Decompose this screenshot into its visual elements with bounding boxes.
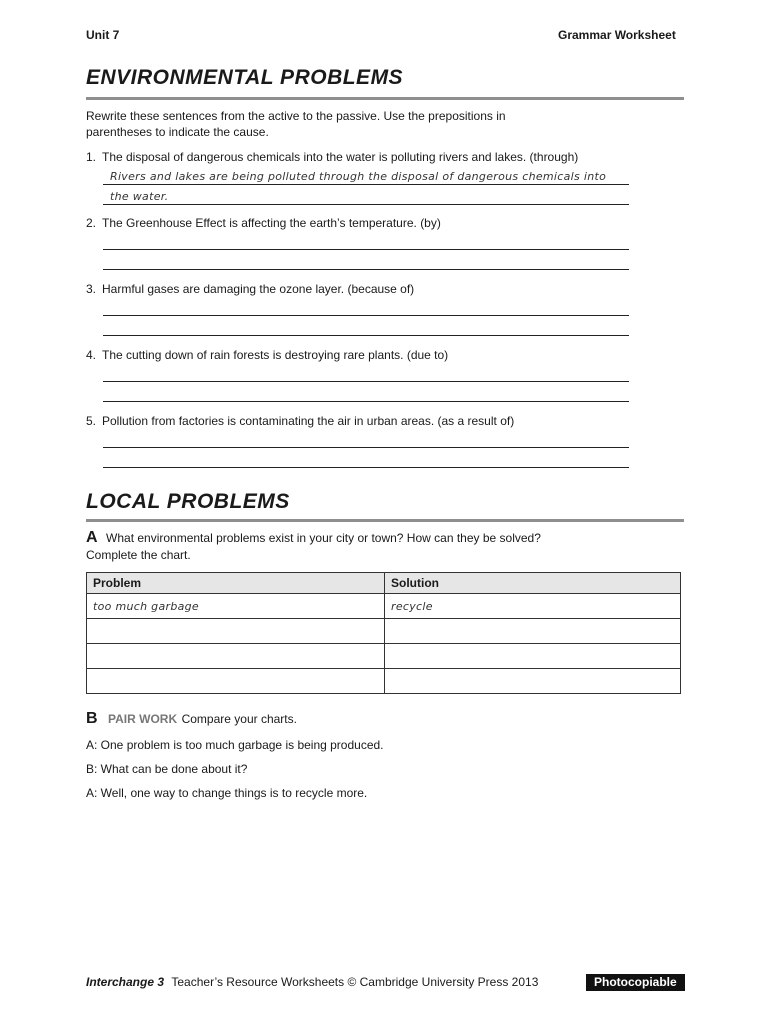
dialogue-line: A: Well, one way to change things is to recycle more. <box>86 786 368 800</box>
section-title-environmental: ENVIRONMENTAL PROBLEMS <box>86 66 404 89</box>
answer-line[interactable] <box>103 467 629 468</box>
problem-cell[interactable]: too much garbage <box>87 594 385 619</box>
part-b-letter: B <box>86 710 98 727</box>
unit-label: Unit 7 <box>86 28 120 42</box>
item-prompt: The cutting down of rain forests is destroying rare plants. (due to) <box>102 348 449 362</box>
photocopiable-badge: Photocopiable <box>586 974 685 991</box>
answer-line[interactable] <box>103 204 629 205</box>
table-row <box>87 644 681 669</box>
column-header-problem: Problem <box>87 573 385 594</box>
part-a-text-2: Complete the chart. <box>86 548 191 562</box>
item-prompt: The disposal of dangerous chemicals into the water is polluting rivers and lakes. (through) <box>102 150 579 164</box>
part-a-text: What environmental problems exist in your city or town? How can they be solved? <box>106 531 541 545</box>
table-row <box>87 669 681 694</box>
item-number: 3. <box>86 282 97 296</box>
book-title: Interchange 3 <box>86 975 165 989</box>
instructions-line-1: Rewrite these sentences from the active to the passive. Use the prepositions in <box>86 109 506 123</box>
item-number: 2. <box>86 216 97 230</box>
item-number: 4. <box>86 348 97 362</box>
answer-text: Rivers and lakes are being polluted through the disposal of dangerous chemicals into <box>110 170 607 183</box>
dialogue-line: A: One problem is too much garbage is being produced. <box>86 738 384 752</box>
table-header-row <box>87 573 681 594</box>
part-a <box>86 529 541 547</box>
solution-cell[interactable]: recycle <box>385 594 681 619</box>
footer-credit <box>86 975 538 989</box>
item-number: 5. <box>86 414 97 428</box>
worksheet-type-label: Grammar Worksheet <box>558 28 676 42</box>
answer-line[interactable] <box>103 269 629 270</box>
section-title-local: LOCAL PROBLEMS <box>86 490 290 513</box>
pair-work-label: PAIR WORK <box>108 712 178 726</box>
copyright-text: Teacher’s Resource Worksheets © Cambridge University Press 2013 <box>171 975 539 989</box>
answer-line[interactable] <box>103 335 629 336</box>
answer-line[interactable] <box>103 381 629 382</box>
item-number: 1. <box>86 150 97 164</box>
item-prompt: Pollution from factories is contaminating the air in urban areas. (as a result of) <box>102 414 515 428</box>
column-header-solution: Solution <box>385 573 681 594</box>
solution-cell[interactable] <box>385 644 681 669</box>
instructions-line-2: parentheses to indicate the cause. <box>86 125 269 139</box>
table-row <box>87 619 681 644</box>
answer-line[interactable] <box>103 249 629 250</box>
problem-solution-chart <box>86 572 681 694</box>
dialogue-line: B: What can be done about it? <box>86 762 248 776</box>
answer-line[interactable] <box>103 184 629 185</box>
answer-line[interactable] <box>103 315 629 316</box>
solution-cell[interactable] <box>385 669 681 694</box>
section-divider <box>86 519 684 522</box>
answer-text: the water. <box>110 190 169 203</box>
item-prompt: The Greenhouse Effect is affecting the earth’s temperature. (by) <box>102 216 441 230</box>
section-divider <box>86 97 684 100</box>
answer-line[interactable] <box>103 401 629 402</box>
solution-cell[interactable] <box>385 619 681 644</box>
answer-line[interactable] <box>103 447 629 448</box>
part-b-text: Compare your charts. <box>181 712 297 726</box>
table-row <box>87 594 681 619</box>
problem-cell[interactable] <box>87 619 385 644</box>
part-a-letter: A <box>86 529 98 546</box>
part-b <box>86 710 297 728</box>
problem-cell[interactable] <box>87 644 385 669</box>
problem-cell[interactable] <box>87 669 385 694</box>
item-prompt: Harmful gases are damaging the ozone layer. (because of) <box>102 282 415 296</box>
